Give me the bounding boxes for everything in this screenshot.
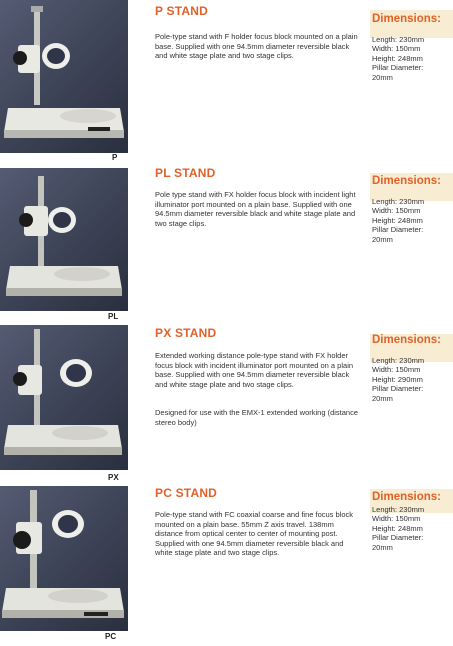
dimensions-block [372, 177, 450, 245]
dimensions-title: Dimensions: [372, 491, 442, 503]
spec-pillar-value: 20mm [372, 542, 393, 552]
spec-pillar-label: Pillar Diameter: [372, 384, 424, 394]
microscope-stand-image [0, 486, 128, 631]
product-description-note: Designed for use with the EMX-1 extended working (distance stereo body) [155, 408, 359, 427]
spec-pillar-value: 20mm [372, 393, 393, 403]
spec-width: Width: 150mm [372, 206, 421, 216]
product-p-stand [0, 0, 453, 160]
product-description: Extended working distance pole-type stand with FX holder focus block with incident illuminator port mounted on a plain base. Supplied with one 94.5mm diameter reversible black and white stage plate and two stage clips. [155, 351, 354, 389]
spec-pillar-value: 20mm [372, 234, 393, 244]
dimensions-block [372, 493, 450, 553]
product-description: Pole type stand with FX holder focus block with incident light illuminator port mounted on a plain base. Supplied with one 94.5mm diameter reversible black and white stage plate and two stage clips. [155, 190, 356, 228]
product-description: Pole-type stand with F holder focus block mounted on a plain base. Supplied with one 94.5mm diameter reversible black and white stage plate and two stage clips. [155, 32, 358, 60]
microscope-stand-image [0, 168, 128, 311]
product-code: PC [105, 632, 117, 641]
product-px-stand [0, 322, 453, 484]
product-code: PL [108, 312, 119, 321]
spec-length: Length: 230mm [372, 34, 425, 44]
spec-width: Width: 150mm [372, 365, 421, 375]
product-photo [0, 325, 128, 470]
spec-length: Length: 230mm [372, 504, 425, 514]
dimensions-block [372, 15, 450, 83]
microscope-stand-image [0, 325, 128, 470]
microscope-stand-image [0, 0, 128, 153]
dimensions-title: Dimensions: [372, 175, 442, 187]
spec-height: Height: 248mm [372, 53, 423, 63]
spec-width: Width: 150mm [372, 44, 421, 54]
dimensions-title: Dimensions: [372, 13, 442, 25]
spec-length: Length: 230mm [372, 355, 425, 365]
spec-pillar-label: Pillar Diameter: [372, 225, 424, 235]
spec-height: Height: 248mm [372, 523, 423, 533]
product-title: PC STAND [155, 486, 218, 500]
spec-width: Width: 150mm [372, 514, 421, 524]
product-pc-stand [0, 484, 453, 646]
spec-pillar-label: Pillar Diameter: [372, 533, 424, 543]
product-description: Pole-type stand with FC coaxial coarse and fine focus block mounted on a plain base. 55mm Z axis travel. 138mm distance from optical center to center of mounting post. Supplied with one 94.5mm diameter reversible black and white stage plate and two stage clips. [155, 510, 354, 557]
product-photo [0, 486, 128, 631]
spec-pillar-label: Pillar Diameter: [372, 63, 424, 73]
product-title: P STAND [155, 4, 208, 18]
dimensions-block [372, 336, 450, 404]
spec-height: Height: 248mm [372, 215, 423, 225]
product-title: PX STAND [155, 326, 217, 340]
product-title: PL STAND [155, 166, 216, 180]
dimensions-title: Dimensions: [372, 334, 442, 346]
product-photo [0, 168, 128, 311]
product-code: P [112, 153, 118, 162]
product-pl-stand [0, 160, 453, 322]
spec-length: Length: 230mm [372, 196, 425, 206]
spec-height: Height: 290mm [372, 374, 423, 384]
product-code: PX [108, 473, 119, 482]
product-photo [0, 0, 128, 153]
spec-pillar-value: 20mm [372, 72, 393, 82]
